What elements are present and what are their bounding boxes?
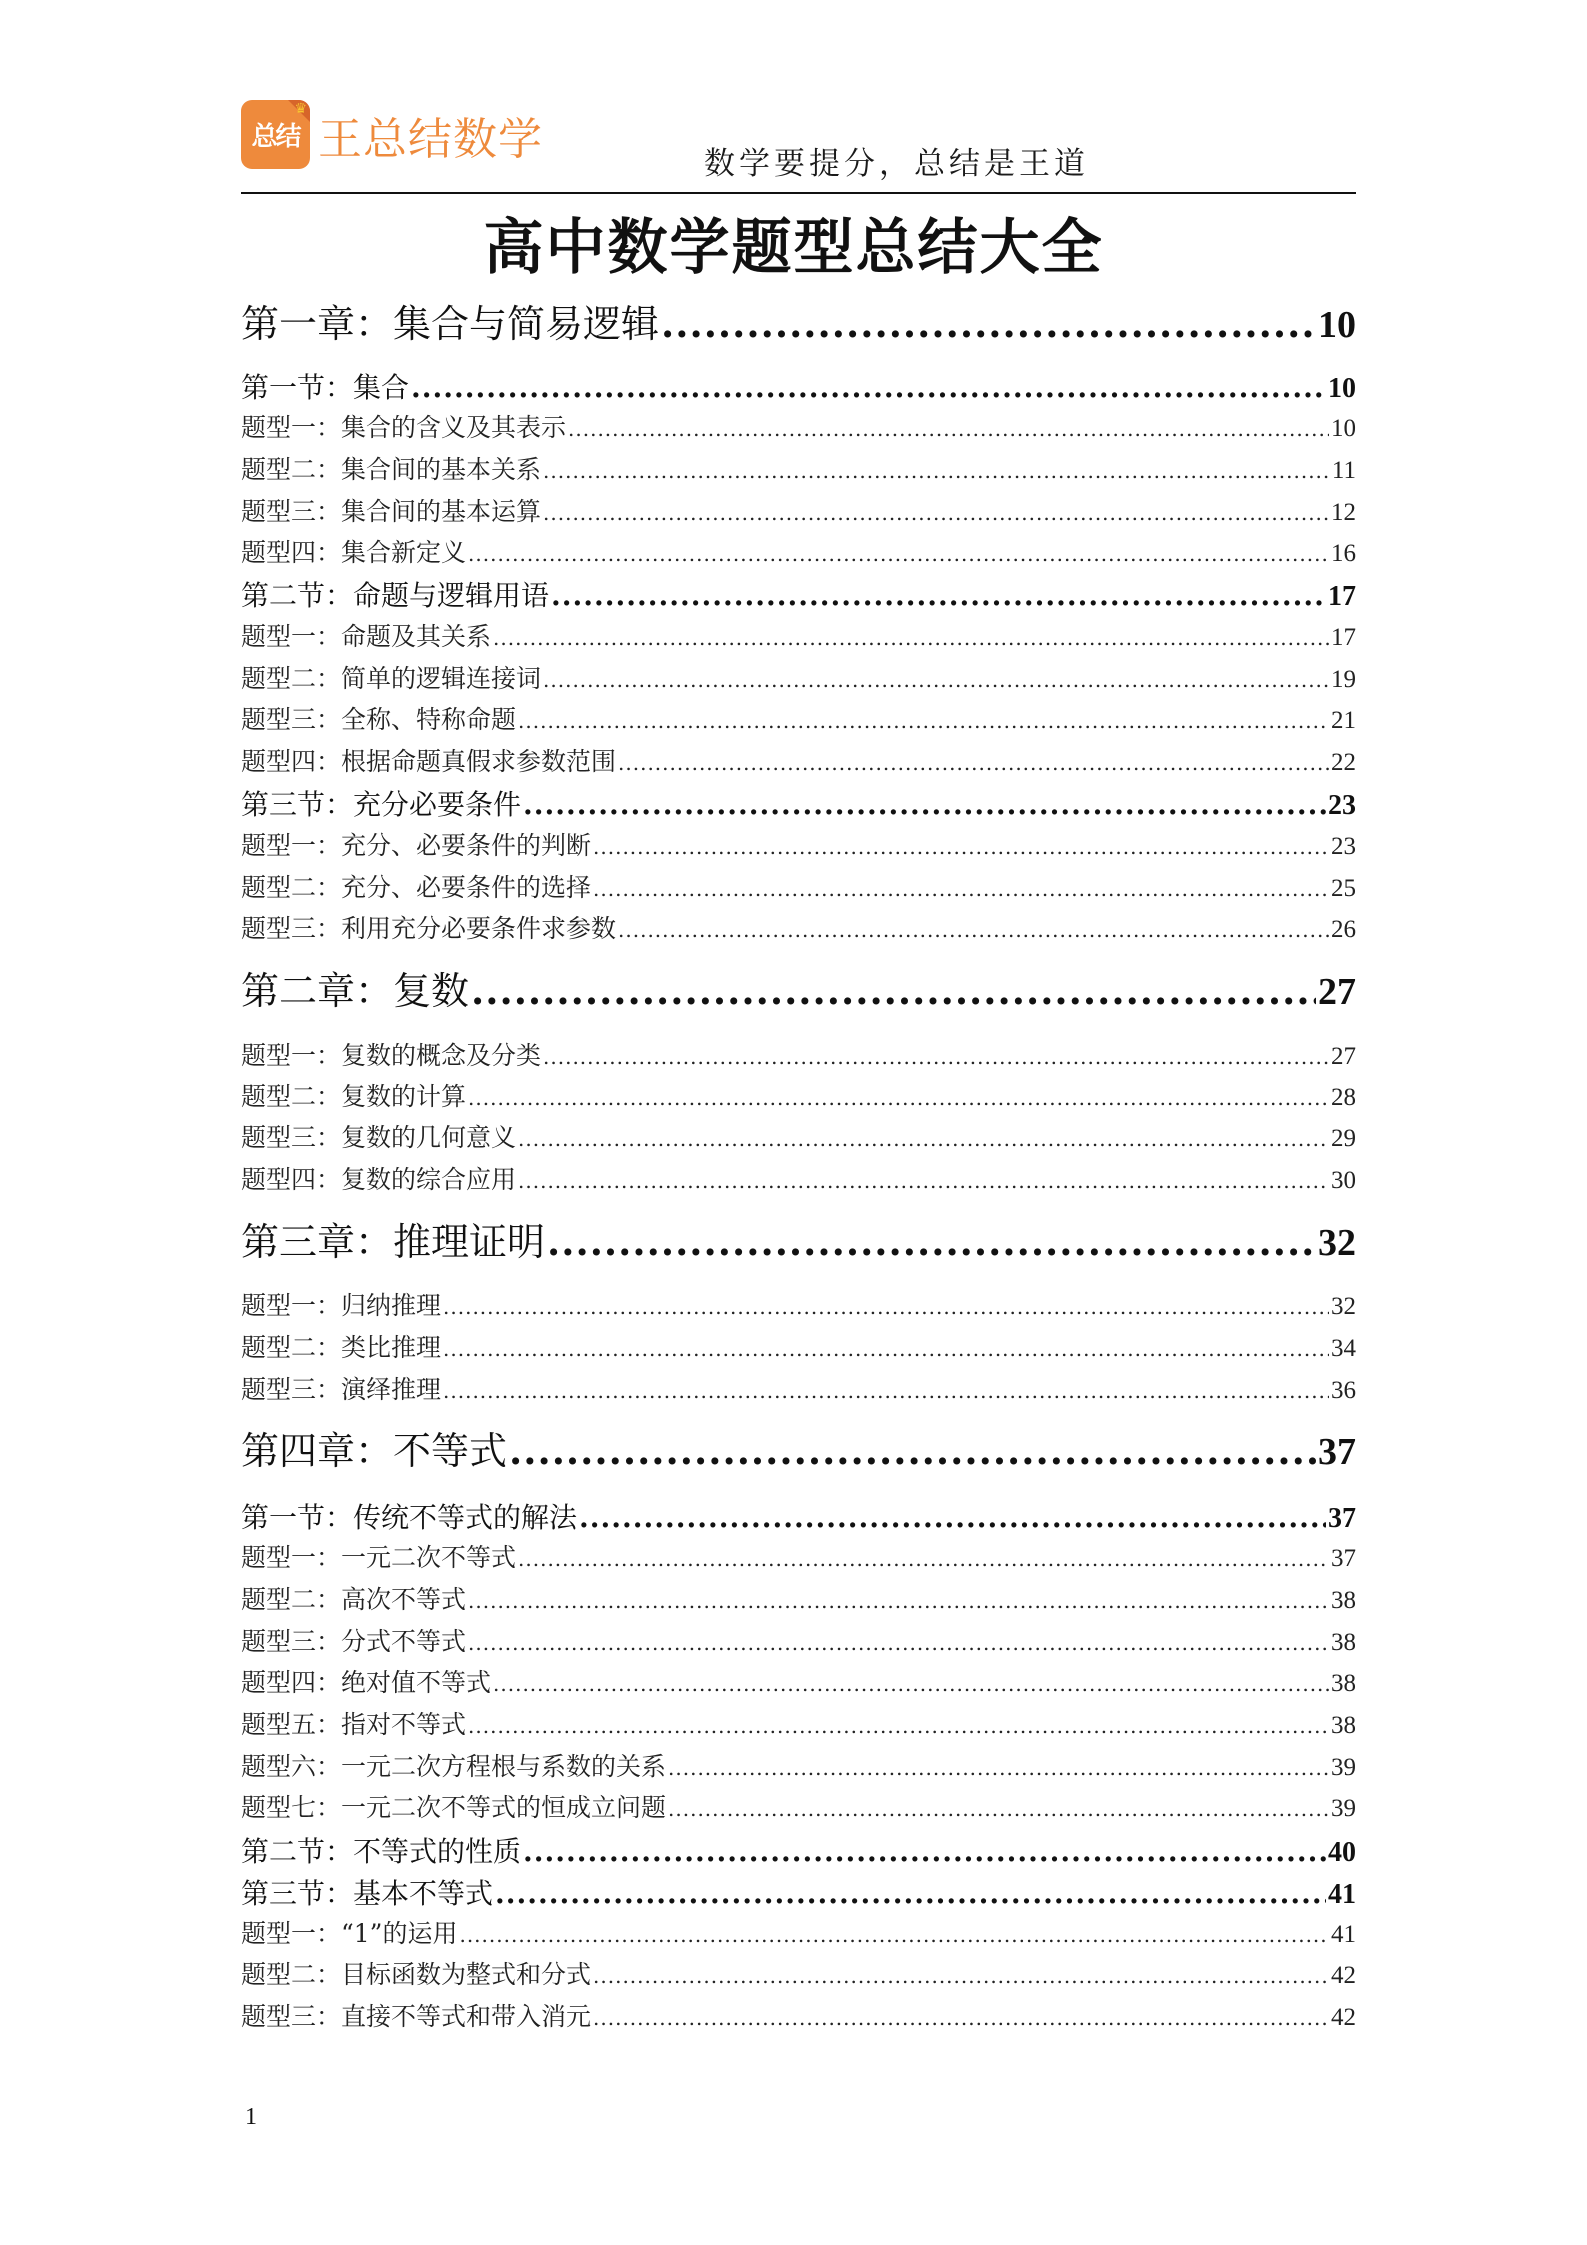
dot-leader (593, 2006, 1329, 2030)
toc-entry-type[interactable] (241, 408, 1356, 444)
dot-leader (518, 1547, 1329, 1571)
toc-entry-type[interactable] (241, 1622, 1356, 1658)
toc-entry-type[interactable] (241, 1955, 1356, 1991)
toc-entry-type[interactable] (241, 1286, 1356, 1322)
toc-entry-label: 题型六：一元二次方程根与系数的关系 (241, 1752, 667, 1781)
toc-entry-type[interactable] (241, 450, 1356, 486)
toc-entry-page-number: 23 (1328, 790, 1356, 821)
toc-entry-page-number: 27 (1331, 1043, 1356, 1070)
toc-entry-label: 题型二：复数的计算 (241, 1082, 467, 1111)
toc-entry-label: 题型三：集合间的基本运算 (241, 497, 542, 526)
toc-entry-page-number: 38 (1331, 1670, 1356, 1697)
toc-entry-section[interactable] (241, 783, 1356, 821)
toc-entry-page-number: 38 (1331, 1629, 1356, 1656)
toc-entry-page-number: 42 (1331, 1962, 1356, 1989)
toc-entry-type[interactable] (241, 700, 1356, 736)
toc-entry-page-number: 40 (1328, 1837, 1356, 1868)
toc-entry-label: 题型二：集合间的基本关系 (241, 455, 542, 484)
toc-entry-label: 第三章：推理证明 (241, 1220, 546, 1264)
toc-entry-type[interactable] (241, 1538, 1356, 1574)
dot-leader (495, 1877, 1326, 1910)
dot-leader (518, 1169, 1329, 1193)
logo-badge-icon (241, 100, 310, 169)
toc-entry-label: 题型四：集合新定义 (241, 538, 467, 567)
dot-leader (543, 459, 1330, 483)
dot-leader (518, 709, 1329, 733)
dot-leader (543, 668, 1329, 692)
dot-leader (568, 417, 1329, 441)
dot-leader (523, 1835, 1326, 1868)
dot-leader (579, 1501, 1326, 1534)
toc-entry-page-number: 10 (1331, 415, 1356, 442)
toc-entry-page-number: 37 (1328, 1503, 1356, 1534)
toc-entry-label: 题型一：复数的概念及分类 (241, 1041, 542, 1070)
dot-leader (668, 1756, 1329, 1780)
toc-entry-chapter[interactable] (241, 960, 1356, 1012)
toc-entry-type[interactable] (241, 617, 1356, 653)
toc-entry-label: 题型四：复数的综合应用 (241, 1165, 517, 1194)
toc-entry-type[interactable] (241, 659, 1356, 695)
dot-leader (468, 1589, 1329, 1613)
toc-entry-type[interactable] (241, 909, 1356, 945)
toc-entry-type[interactable] (241, 1118, 1356, 1154)
toc-entry-type[interactable] (241, 1580, 1356, 1616)
toc-entry-label: 第二节：命题与逻辑用语 (241, 579, 550, 612)
document-title: 高中数学题型总结大全 (483, 213, 1104, 283)
toc-entry-label: 题型二：简单的逻辑连接词 (241, 664, 542, 693)
toc-entry-label: 题型四：根据命题真假求参数范围 (241, 747, 617, 776)
toc-entry-page-number: 36 (1331, 1377, 1356, 1404)
dot-leader (523, 788, 1326, 821)
toc-entry-label: 第二节：不等式的性质 (241, 1835, 522, 1868)
toc-entry-label: 题型一：“1”的运用 (241, 1919, 458, 1948)
toc-entry-type[interactable] (241, 1747, 1356, 1783)
toc-entry-chapter[interactable] (241, 1211, 1356, 1263)
dot-leader (668, 1797, 1329, 1821)
toc-entry-page-number: 29 (1331, 1125, 1356, 1152)
toc-entry-section[interactable] (241, 1872, 1356, 1910)
toc-entry-type[interactable] (241, 1705, 1356, 1741)
toc-entry-type[interactable] (241, 742, 1356, 778)
dot-leader (593, 877, 1329, 901)
toc-entry-section[interactable] (241, 574, 1356, 612)
brand-logo (241, 100, 543, 169)
toc-entry-label: 第一节：传统不等式的解法 (241, 1501, 578, 1534)
toc-entry-label: 题型三：演绎推理 (241, 1375, 442, 1404)
toc-entry-label: 题型四：绝对值不等式 (241, 1668, 492, 1697)
toc-entry-page-number: 39 (1331, 1795, 1356, 1822)
toc-entry-page-number: 16 (1331, 540, 1356, 567)
toc-entry-type[interactable] (241, 1077, 1356, 1113)
toc-entry-page-number: 17 (1328, 581, 1356, 612)
toc-entry-label: 题型三：全称、特称命题 (241, 705, 517, 734)
toc-entry-label: 题型三：直接不等式和带入消元 (241, 2002, 592, 2031)
dot-leader (443, 1379, 1329, 1403)
dot-leader (468, 1086, 1329, 1110)
dot-leader (518, 1127, 1329, 1151)
dot-leader (618, 918, 1329, 942)
dot-leader (468, 1714, 1329, 1738)
toc-entry-chapter[interactable] (241, 293, 1356, 345)
dot-leader (493, 626, 1329, 650)
toc-entry-label: 第一章：集合与简易逻辑 (241, 302, 660, 346)
toc-entry-label: 题型三：利用充分必要条件求参数 (241, 914, 617, 943)
dot-leader (593, 1964, 1329, 1988)
toc-entry-label: 题型三：复数的几何意义 (241, 1123, 517, 1152)
dot-leader (471, 968, 1316, 1013)
toc-entry-label: 第三节：基本不等式 (241, 1877, 494, 1910)
toc-entry-section[interactable] (241, 1496, 1356, 1534)
toc-entry-type[interactable] (241, 868, 1356, 904)
dot-leader (443, 1295, 1329, 1319)
toc-entry-page-number: 21 (1331, 707, 1356, 734)
toc-entry-type[interactable] (241, 1328, 1356, 1364)
dot-leader (547, 1219, 1316, 1264)
toc-entry-chapter[interactable] (241, 1420, 1356, 1472)
toc-entry-page-number: 12 (1331, 499, 1356, 526)
toc-entry-page-number: 38 (1331, 1587, 1356, 1614)
toc-entry-page-number: 10 (1328, 373, 1356, 404)
dot-leader (543, 501, 1329, 525)
toc-entry-label: 题型一：一元二次不等式 (241, 1543, 517, 1572)
toc-entry-label: 题型一：命题及其关系 (241, 622, 492, 651)
toc-entry-page-number: 11 (1331, 457, 1356, 484)
dot-leader (468, 542, 1329, 566)
crown-icon: ♛ (294, 101, 307, 117)
slogan: 数学要提分，总结是王道 (704, 146, 1089, 182)
toc-entry-page-number: 34 (1331, 1335, 1356, 1362)
toc-entry-label: 第三节：充分必要条件 (241, 788, 522, 821)
toc-entry-type[interactable] (241, 1997, 1356, 2033)
dot-leader (618, 751, 1329, 775)
toc-entry-label: 第二章：复数 (241, 969, 470, 1013)
toc-entry-page-number: 37 (1318, 1431, 1356, 1473)
toc-entry-label: 题型一：归纳推理 (241, 1291, 442, 1320)
dot-leader (551, 579, 1326, 612)
toc-entry-page-number: 30 (1331, 1167, 1356, 1194)
toc-entry-page-number: 23 (1331, 833, 1356, 860)
toc-entry-label: 题型二：充分、必要条件的选择 (241, 873, 592, 902)
toc-entry-page-number: 19 (1331, 666, 1356, 693)
toc-entry-page-number: 41 (1328, 1879, 1356, 1910)
toc-entry-page-number: 37 (1331, 1545, 1356, 1572)
dot-leader (468, 1631, 1329, 1655)
toc-entry-label: 第一节：集合 (241, 371, 410, 404)
header-divider (241, 192, 1356, 194)
dot-leader (411, 371, 1326, 404)
logo-text: 王总结数学 (318, 113, 543, 165)
toc-entry-page-number: 17 (1331, 624, 1356, 651)
dot-leader (509, 1428, 1316, 1473)
dot-leader (661, 301, 1316, 346)
toc-entry-type[interactable] (241, 1914, 1356, 1950)
toc-entry-section[interactable] (241, 1830, 1356, 1868)
toc-entry-type[interactable] (241, 533, 1356, 569)
toc-entry-label: 题型一：集合的含义及其表示 (241, 413, 567, 442)
toc-entry-page-number: 26 (1331, 916, 1356, 943)
toc-entry-page-number: 27 (1318, 971, 1356, 1013)
toc-entry-label: 题型一：充分、必要条件的判断 (241, 831, 592, 860)
dot-leader (593, 835, 1329, 859)
dot-leader (443, 1337, 1329, 1361)
toc-entry-label: 题型二：目标函数为整式和分式 (241, 1960, 592, 1989)
toc-entry-section[interactable] (241, 366, 1356, 404)
toc-entry-label: 题型七：一元二次不等式的恒成立问题 (241, 1793, 667, 1822)
toc-entry-label: 题型二：类比推理 (241, 1333, 442, 1362)
toc-entry-label: 题型三：分式不等式 (241, 1627, 467, 1656)
toc-entry-type[interactable] (241, 1788, 1356, 1824)
toc-entry-page-number: 10 (1318, 304, 1356, 346)
toc-entry-label: 题型二：高次不等式 (241, 1585, 467, 1614)
page-number: 1 (245, 2104, 257, 2130)
toc-entry-type[interactable] (241, 1663, 1356, 1699)
toc-entry-label: 第四章：不等式 (241, 1429, 508, 1473)
toc-entry-page-number: 42 (1331, 2004, 1356, 2031)
toc-entry-page-number: 38 (1331, 1712, 1356, 1739)
toc-entry-page-number: 39 (1331, 1754, 1356, 1781)
toc-entry-page-number: 22 (1331, 749, 1356, 776)
toc-entry-type[interactable] (241, 492, 1356, 528)
dot-leader (459, 1923, 1329, 1947)
page-header (241, 100, 1356, 196)
toc-entry-type[interactable] (241, 1036, 1356, 1072)
toc-entry-page-number: 28 (1331, 1084, 1356, 1111)
toc-entry-page-number: 41 (1331, 1921, 1356, 1948)
toc-entry-page-number: 32 (1318, 1222, 1356, 1264)
logo-badge-text: 总结 (251, 122, 300, 152)
toc-entry-label: 题型五：指对不等式 (241, 1710, 467, 1739)
toc-entry-type[interactable] (241, 826, 1356, 862)
toc-entry-page-number: 25 (1331, 875, 1356, 902)
toc-entry-type[interactable] (241, 1370, 1356, 1406)
toc-entry-page-number: 32 (1331, 1293, 1356, 1320)
dot-leader (493, 1672, 1329, 1696)
toc-entry-type[interactable] (241, 1160, 1356, 1196)
dot-leader (543, 1045, 1329, 1069)
